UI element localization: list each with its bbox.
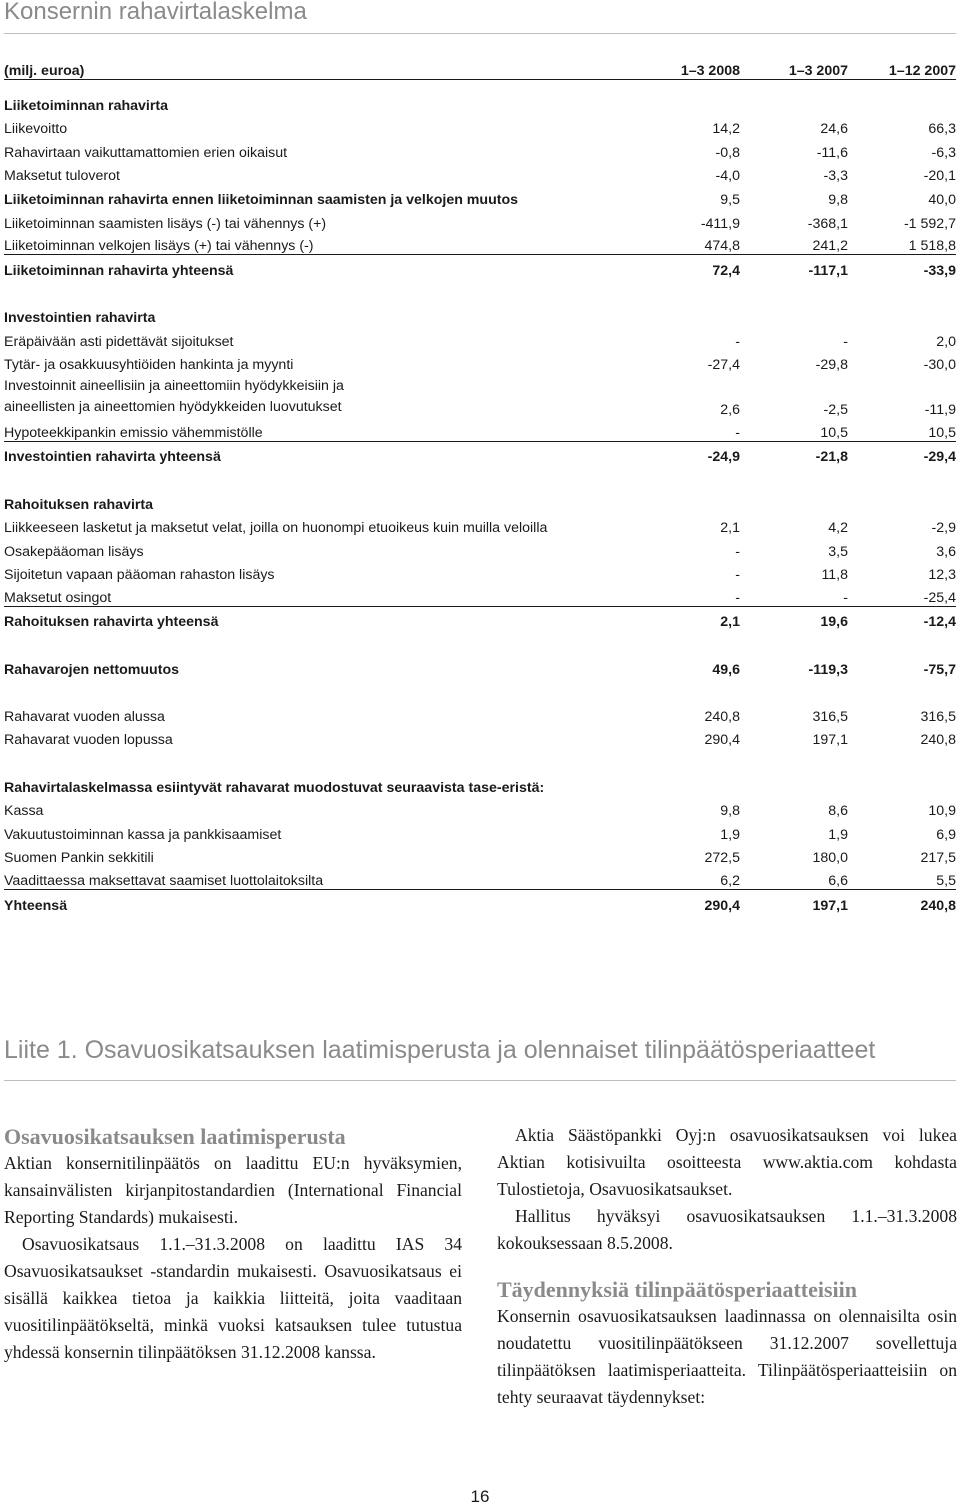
row-label: Sijoitetun vapaan pääoman rahaston lisäys xyxy=(4,567,275,584)
cell-value: 2,1 xyxy=(720,520,740,537)
cell-value: -3,3 xyxy=(823,168,848,185)
right-text-column xyxy=(497,1122,957,1411)
cell-value: 240,8 xyxy=(920,732,956,749)
cell-value: -11,9 xyxy=(924,402,956,419)
section-heading-label: Investointien rahavirta xyxy=(4,309,156,326)
section-heading-label: Liiketoiminnan rahavirta xyxy=(4,97,168,114)
row-label: Rahavarat vuoden lopussa xyxy=(4,732,173,749)
cell-value: - xyxy=(843,333,848,350)
total-row xyxy=(4,607,956,631)
cell-value: 6,6 xyxy=(828,873,848,889)
total-value: -117,1 xyxy=(808,262,848,279)
table-row xyxy=(4,536,956,560)
table-row xyxy=(4,161,956,185)
total-row xyxy=(4,255,956,279)
left-text-column xyxy=(4,1122,462,1366)
paragraph: Konsernin osavuosikatsauksen laadinnassa on olennaisilta osin noudatettu vuositilinpäätökseen 31.12.2007 sovellettuja tilinpäätöksen laatimisperiaatteita. Tilinpäätösperiaatteisiin on tehty seuraavat täydennykset: xyxy=(497,1306,957,1407)
cell-value: -0,8 xyxy=(715,144,740,161)
total-label: Liiketoiminnan rahavirta yhteensä xyxy=(4,262,234,279)
table-row xyxy=(4,184,956,208)
section-heading-label: Rahavirtalaskelmassa esiintyvät rahavarat muodostuvat seuraavista tase-eristä: xyxy=(4,779,545,796)
total-label: Investointien rahavirta yhteensä xyxy=(4,449,221,466)
cell-value: 241,2 xyxy=(812,238,848,255)
cell-value: 40,0 xyxy=(928,191,956,208)
paragraph: Aktian konsernitilinpäätös on laadittu EU:n hyväksymien, kansainvälisten kirjanpitostandardien (International Financial Reporting Standards) mukaisesti. xyxy=(4,1153,462,1227)
total-value: 240,8 xyxy=(920,897,956,914)
cell-value: 240,8 xyxy=(704,708,740,725)
row-label: Liiketoiminnan rahavirta ennen liiketoiminnan saamisten ja velkojen muutos xyxy=(4,191,519,208)
cell-value: 9,8 xyxy=(720,803,740,820)
paragraph: Osavuosikatsaus 1.1.–31.3.2008 on laadittu IAS 34 Osavuosikatsaukset -standardin mukaisesti. Osavuosikatsaus ei sisällä kaikkea tietoa ja kaikkia liitteitä, joita vaaditaan vuositilinpäätökseltä, minkä vuoksi katsauksen tulee tutustua yhdessä konsernin tilinpäätöksen 31.12.2008 kanssa. xyxy=(4,1234,462,1362)
table-row xyxy=(4,326,956,350)
table-row xyxy=(4,208,956,232)
cell-value: 197,1 xyxy=(812,732,848,749)
section-heading xyxy=(4,90,956,114)
appendix-title: Liite 1. Osavuosikatsauksen laatimisperusta ja olennaiset tilinpäätösperiaatteet xyxy=(4,1036,876,1064)
total-label: Rahoituksen rahavirta yhteensä xyxy=(4,614,219,631)
total-row xyxy=(4,890,956,914)
row-label: Vakuutustoiminnan kassa ja pankkisaamiset xyxy=(4,826,282,843)
cell-value: 180,0 xyxy=(812,850,848,867)
row-label: Osakepääoman lisäys xyxy=(4,543,144,560)
cell-value: 9,5 xyxy=(720,191,740,208)
table-row xyxy=(4,583,956,607)
cell-value: 290,4 xyxy=(704,732,740,749)
cell-value: -368,1 xyxy=(807,215,848,232)
cell-value: 474,8 xyxy=(704,238,740,255)
row-label: Liiketoiminnan saamisten lisäys (-) tai vähennys (+) xyxy=(4,215,327,232)
cell-value: 10,5 xyxy=(820,424,848,441)
row-label: Maksetut tuloverot xyxy=(4,168,120,185)
paragraph: Aktia Säästöpankki Oyj:n osavuosikatsauksen voi lukea Aktian kotisivuilta osoitteesta www.aktia.com kohdasta Tulostietoja, Osavuosikatsaukset. xyxy=(497,1125,957,1199)
cell-value: 11,8 xyxy=(821,567,848,584)
cell-value: -25,4 xyxy=(923,589,956,606)
cell-value: 8,6 xyxy=(828,803,848,820)
cell-value: -11,6 xyxy=(816,144,848,161)
table-row xyxy=(4,819,956,843)
table-header-row xyxy=(4,60,956,80)
cell-value: -27,4 xyxy=(707,357,740,374)
cell-value: -75,7 xyxy=(923,661,956,678)
table-row xyxy=(4,560,956,584)
cell-value: -6,3 xyxy=(931,144,956,161)
total-value: -12,4 xyxy=(923,614,956,631)
row-label: Rahavarojen nettomuutos xyxy=(4,661,180,678)
cell-value: 9,8 xyxy=(828,191,848,208)
cell-value: 2,0 xyxy=(936,333,956,350)
row-label: Eräpäivään asti pidettävät sijoitukset xyxy=(4,333,234,350)
cell-value: -2,5 xyxy=(823,402,848,419)
table-row xyxy=(4,701,956,725)
total-value: 2,1 xyxy=(720,614,740,631)
cell-value: - xyxy=(735,589,740,606)
section-heading: Osavuosikatsauksen laatimisperusta xyxy=(4,1124,346,1149)
section-heading xyxy=(4,489,956,513)
cell-value: - xyxy=(735,543,740,560)
cell-value: -30,0 xyxy=(923,357,956,374)
row-label: Rahavarat vuoden alussa xyxy=(4,708,165,725)
total-value: -24,9 xyxy=(707,449,740,466)
section-heading xyxy=(4,302,956,326)
cell-value: -411,9 xyxy=(700,215,740,232)
cell-value: -29,8 xyxy=(815,357,848,374)
cell-value: -2,9 xyxy=(931,520,956,537)
column-header: 1–3 2007 xyxy=(788,63,848,79)
cell-value: 1,9 xyxy=(828,826,848,843)
section-heading: Täydennyksiä tilinpäätösperiaatteisiin xyxy=(497,1277,858,1302)
table-row xyxy=(4,350,956,374)
table-row xyxy=(4,114,956,138)
row-label: Liiketoiminnan velkojen lisäys (+) tai vähennys (-) xyxy=(4,238,314,255)
cell-value: 6,9 xyxy=(936,826,956,843)
cell-value: - xyxy=(735,424,740,441)
cell-value: -1 592,7 xyxy=(903,215,956,232)
cash-flow-table xyxy=(4,60,956,914)
row-label: Tytär- ja osakkuusyhtiöiden hankinta ja myynti xyxy=(4,357,294,374)
cell-value: 4,2 xyxy=(828,520,848,537)
total-row xyxy=(4,442,956,466)
cell-value: 1,9 xyxy=(720,826,740,843)
cell-value: - xyxy=(735,333,740,350)
row-label-line: aineellisten ja aineettomien hyödykkeiden luovutukset xyxy=(4,399,342,416)
cell-value: 6,2 xyxy=(720,873,740,889)
cell-value: - xyxy=(843,589,848,606)
cell-value: 24,6 xyxy=(820,121,848,138)
total-label: Yhteensä xyxy=(4,897,68,914)
row-label: Vaadittaessa maksettavat saamiset luottolaitoksilta xyxy=(4,873,324,889)
total-value: -29,4 xyxy=(923,449,956,466)
cell-value: 3,6 xyxy=(936,543,956,560)
title-divider xyxy=(4,33,956,34)
table-row xyxy=(4,137,956,161)
net-change-row xyxy=(4,654,956,678)
total-value: 19,6 xyxy=(820,614,848,631)
row-label: Liikevoitto xyxy=(4,121,68,138)
cell-value: 5,5 xyxy=(936,873,956,889)
row-label: Hypoteekkipankin emissio vähemmistölle xyxy=(4,424,263,441)
row-label xyxy=(4,376,632,418)
cell-value: 49,6 xyxy=(712,661,740,678)
cell-value: -4,0 xyxy=(715,168,740,185)
table-row xyxy=(4,232,956,256)
row-label-line: Investoinnit aineellisiin ja aineettomiin hyödykkeisiin ja xyxy=(4,378,344,395)
table-row xyxy=(4,725,956,749)
cell-value: -20,1 xyxy=(923,168,956,185)
section-heading-label: Rahoituksen rahavirta xyxy=(4,496,154,513)
cell-value: -119,3 xyxy=(808,661,848,678)
total-value: 197,1 xyxy=(812,897,848,914)
row-label: Maksetut osingot xyxy=(4,589,112,606)
table-row xyxy=(4,866,956,890)
column-header: 1–3 2008 xyxy=(680,63,740,79)
cell-value: 316,5 xyxy=(812,708,848,725)
table-row xyxy=(4,418,956,442)
total-value: 72,4 xyxy=(712,262,740,279)
table-row xyxy=(4,796,956,820)
table-row xyxy=(4,373,956,418)
total-value: -21,8 xyxy=(815,449,848,466)
total-value: -33,9 xyxy=(923,262,956,279)
column-header: 1–12 2007 xyxy=(888,63,956,79)
page-number: 16 xyxy=(470,1487,490,1506)
cell-value: 1 518,8 xyxy=(908,238,956,255)
page-title: Konsernin rahavirtalaskelma xyxy=(4,0,307,25)
cell-value: 2,6 xyxy=(720,402,740,419)
cell-value: 217,5 xyxy=(920,850,956,867)
cell-value: 66,3 xyxy=(928,121,956,138)
appendix-divider xyxy=(4,1080,956,1081)
paragraph: Hallitus hyväksyi osavuosikatsauksen 1.1.–31.3.2008 kokouksessaan 8.5.2008. xyxy=(497,1206,957,1253)
cell-value: 12,3 xyxy=(928,567,956,584)
table-row xyxy=(4,513,956,537)
cell-value: 3,5 xyxy=(828,543,848,560)
cell-value: - xyxy=(735,567,740,584)
cell-value: 316,5 xyxy=(920,708,956,725)
row-label: Liikkeeseen lasketut ja maksetut velat, joilla on huonompi etuoikeus kuin muilla veloilla xyxy=(4,520,548,537)
total-value: 290,4 xyxy=(704,897,740,914)
cell-value: 272,5 xyxy=(704,850,740,867)
table-row xyxy=(4,843,956,867)
row-label: Suomen Pankin sekkitili xyxy=(4,850,154,867)
cell-value: 14,2 xyxy=(712,121,740,138)
row-label: Rahavirtaan vaikuttamattomien erien oikaisut xyxy=(4,144,288,161)
cell-value: 10,5 xyxy=(928,424,956,441)
section-heading xyxy=(4,772,956,796)
table-header-unit: (milj. euroa) xyxy=(4,63,85,79)
cell-value: 10,9 xyxy=(928,803,956,820)
row-label: Kassa xyxy=(4,803,44,820)
